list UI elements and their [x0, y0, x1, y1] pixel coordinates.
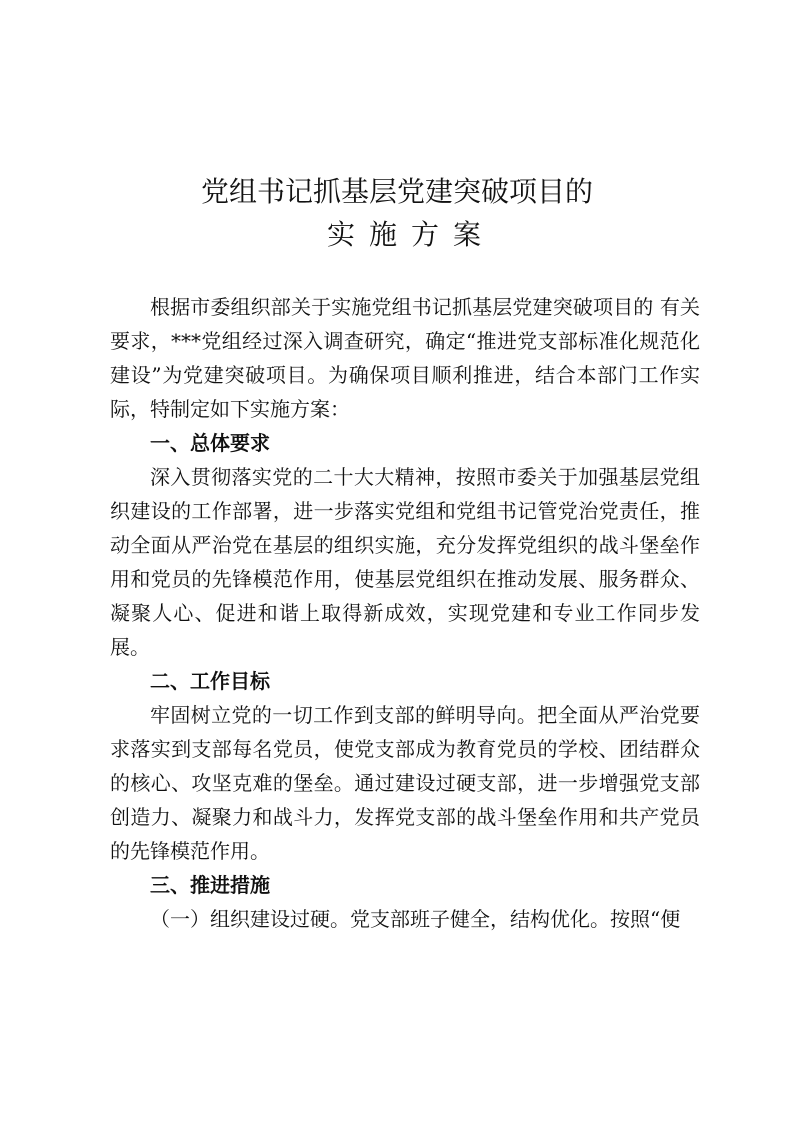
section-paragraph-work-goals: 牢固树立党的一切工作到支部的鲜明导向。把全面从严治党要求落实到支部每名党员，使党支部成为教育党员的学校、团结群众的核心、攻坚克难的堡垒。通过建设过硬支部，进一步增强党支部创造力、凝聚力和战斗力，发挥党支部的战斗堡垒作用和共产党员的先锋模范作用。	[110, 703, 700, 863]
document-body	[110, 290, 700, 936]
document-title: 党组书记抓基层党建突破项目的	[200, 175, 593, 208]
section-heading-general-requirements: 一、总体要求	[150, 431, 270, 455]
section-paragraph-general-requirements: 深入贯彻落实党的二十大大精神，按照市委关于加强基层党组织建设的工作部署，进一步落实党组和党组书记管党治党责任，推动全面从严治党在基层的组织实施，充分发挥党组织的战斗堡垒作用和党员的先锋模范作用，使基层党组织在推动发展、服务群众、凝聚人心、促进和谐上取得新成效，实现党建和专业工作同步发展。	[110, 465, 700, 659]
section-paragraph-measures: （一）组织建设过硬。党支部班子健全，结构优化。按照“便	[150, 907, 681, 931]
section-heading-measures: 三、推进措施	[150, 873, 270, 897]
document-subtitle: 实施方案	[326, 218, 495, 251]
section-heading-work-goals: 二、工作目标	[150, 669, 270, 693]
intro-paragraph: 根据市委组织部关于实施党组书记抓基层党建突破项目的 有关要求，***党组经过深入调查研究，确定“推进党支部标准化规范化建设”为党建突破项目。为确保项目顺利推进，结合本部门工作实际，特制定如下实施方案：	[110, 295, 700, 421]
